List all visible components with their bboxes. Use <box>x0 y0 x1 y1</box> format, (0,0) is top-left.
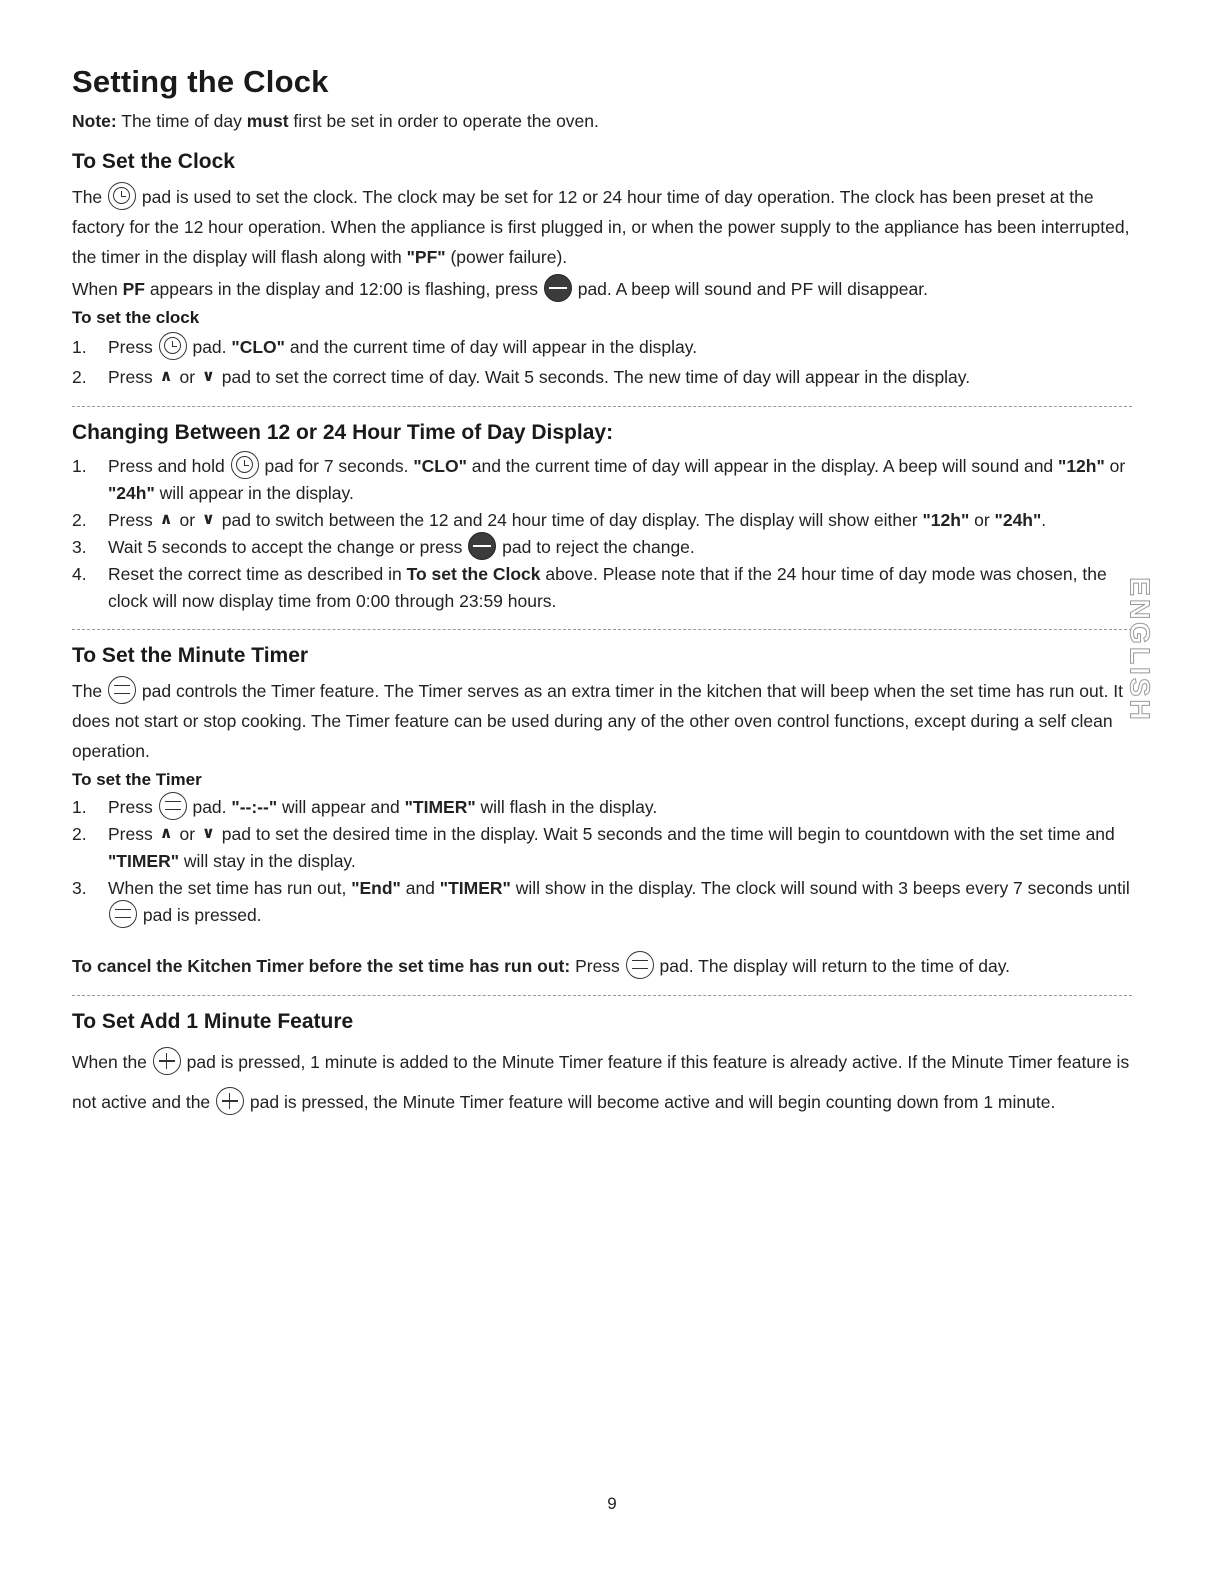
clock-icon <box>159 332 187 360</box>
clock-icon <box>231 451 259 479</box>
timer-set-off-icon <box>159 792 187 820</box>
set-timer-subheading: To set the Timer <box>72 770 202 789</box>
manual-page <box>72 64 1132 1124</box>
page-title: Setting the Clock <box>72 64 329 99</box>
cancel-timer-paragraph: To cancel the Kitchen Timer before the set time has run out: Press pad. The display will return to the time of day. <box>72 951 1132 981</box>
up-arrow-icon: ∧ <box>159 367 173 385</box>
section-divider <box>72 629 1132 630</box>
list-item: 1. Press pad. "--:--" will appear and "TIMER" will flash in the display. <box>72 794 1132 821</box>
timer-set-off-icon <box>626 951 654 979</box>
list-item: 2. Press ∧ or ∨ pad to switch between the 12 and 24 hour time of day display. The display will show either "12h" or "24h". <box>72 507 1132 534</box>
down-arrow-icon: ∨ <box>201 367 215 385</box>
add-1-minute-icon <box>216 1087 244 1115</box>
add-minute-paragraph: When the pad is pressed, 1 minute is added to the Minute Timer feature if this feature is already active. If the Minute Timer feature is not active and the pad is pressed, the Minute Timer feature will become active and will begin counting down from 1 minute. <box>72 1042 1132 1122</box>
add-1-minute-icon <box>153 1047 181 1075</box>
changing-heading: Changing Between 12 or 24 Hour Time of Day Display: <box>72 421 614 444</box>
list-item: 1. Press pad. "CLO" and the current time of day will appear in the display. <box>72 332 1132 362</box>
list-item: 3. Wait 5 seconds to accept the change or press pad to reject the change. <box>72 534 1132 561</box>
stop-clear-icon <box>468 532 496 560</box>
list-item: 1. Press and hold pad for 7 seconds. "CLO" and the current time of day will appear in the display. A beep will sound and "12h" or "24h" will appear in the display. <box>72 453 1132 507</box>
add-minute-section <box>72 1010 1132 1122</box>
minute-timer-section <box>72 644 1132 981</box>
list-item: 4. Reset the correct time as described in To set the Clock above. Please note that if the 24 hour time of day mode was chosen, the clock will now display time from 0:00 through 23:59 hours. <box>72 564 1107 611</box>
clock-icon <box>108 182 136 210</box>
section-divider <box>72 406 1132 407</box>
section-divider <box>72 995 1132 996</box>
timer-set-off-icon <box>108 676 136 704</box>
set-clock-subheading: To set the clock <box>72 308 200 327</box>
up-arrow-icon: ∧ <box>159 825 173 843</box>
set-clock-section <box>72 150 1132 392</box>
down-arrow-icon: ∨ <box>201 511 215 529</box>
page-number: 9 <box>607 1494 617 1513</box>
note-paragraph: Note: The time of day must first be set in order to operate the oven. <box>72 111 599 131</box>
changing-display-section <box>72 421 1132 615</box>
note-label: Note: <box>72 111 117 131</box>
minute-timer-intro: The pad controls the Timer feature. The Timer serves as an extra timer in the kitchen that will beep when the set time has run out. It does not start or stop cooking. The Timer feature can be used during any of the other oven control functions, except during a self clean operation. <box>72 676 1132 766</box>
language-side-tab: ENGLISH <box>1125 577 1156 723</box>
add-minute-heading: To Set Add 1 Minute Feature <box>72 1010 354 1033</box>
list-item: 2. Press ∧ or ∨ pad to set the correct time of day. Wait 5 seconds. The new time of day will appear in the display. <box>72 362 1132 392</box>
set-timer-steps <box>72 794 1132 929</box>
changing-steps <box>72 453 1132 615</box>
set-clock-intro: The pad is used to set the clock. The clock may be set for 12 or 24 hour time of day operation. The clock has been preset at the factory for the 12 hour operation. When the appliance is first plugged in, or when the power supply to the appliance has been interrupted, the timer in the display will flash along with "PF" (power failure). <box>72 182 1132 272</box>
minute-timer-heading: To Set the Minute Timer <box>72 644 309 667</box>
power-failure-paragraph: When PF appears in the display and 12:00 is flashing, press pad. A beep will sound and PF will disappear. <box>72 274 1132 304</box>
stop-clear-icon <box>544 274 572 302</box>
up-arrow-icon: ∧ <box>159 511 173 529</box>
list-item: 3. When the set time has run out, "End" and "TIMER" will show in the display. The clock will sound with 3 beeps every 7 seconds until pad is pressed. <box>72 875 1132 929</box>
timer-set-off-icon <box>109 900 137 928</box>
set-clock-steps <box>72 332 1132 392</box>
down-arrow-icon: ∨ <box>201 825 215 843</box>
set-clock-heading: To Set the Clock <box>72 150 235 173</box>
list-item: 2. Press ∧ or ∨ pad to set the desired time in the display. Wait 5 seconds and the time will begin to countdown with the set time and "TIMER" will stay in the display. <box>72 821 1132 875</box>
